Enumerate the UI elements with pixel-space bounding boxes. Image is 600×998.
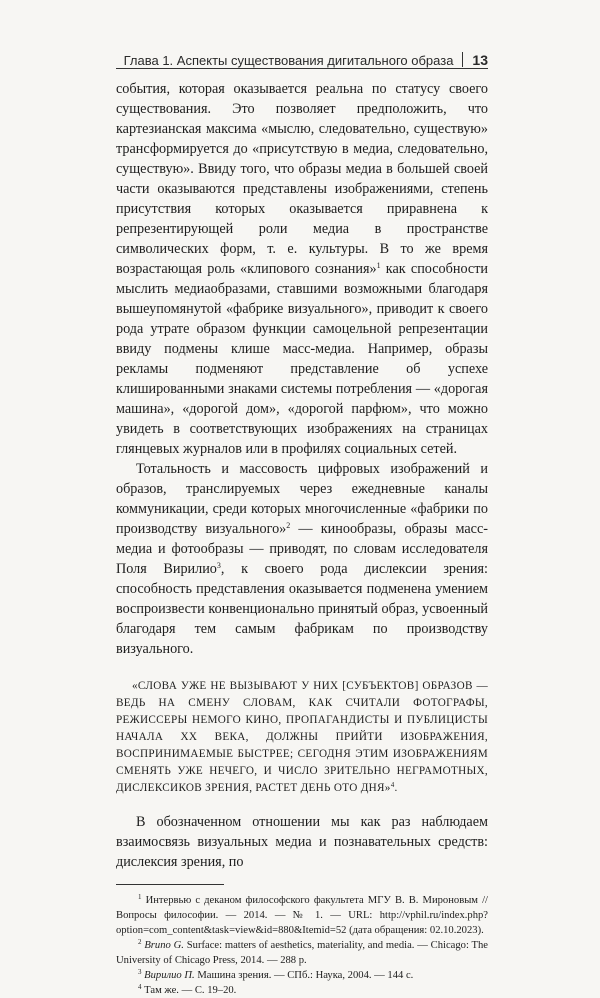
footnote-text: Там же. — С. 19–20. bbox=[144, 985, 237, 996]
footnote-number: 2 bbox=[138, 938, 142, 946]
chapter-label: Глава 1. bbox=[123, 53, 174, 68]
paragraph-2-text-c: , к своего рода дислексии зрения: способность представления оказывается подменена умением воспроизвести конвенционально принятый образ, усвоенный благодаря тем самым фабрикам по производству визуального. bbox=[116, 561, 488, 657]
footnote-rule bbox=[116, 884, 224, 885]
paragraph-2-text-a: Тотальность и массовость цифровых изображений и образов, транслируемых через ежедневные каналы коммуникации, среди которых многочисленные «фабрики по производству визуального» bbox=[116, 461, 488, 537]
footnote-4 bbox=[116, 983, 488, 998]
footnote-1 bbox=[116, 893, 488, 938]
header-rule bbox=[116, 68, 488, 69]
footnote-ref-1[interactable]: 1 bbox=[376, 261, 381, 270]
footnote-ref-3[interactable]: 3 bbox=[216, 561, 221, 570]
running-header bbox=[116, 50, 488, 68]
footnote-author: Bruno G. bbox=[144, 940, 184, 951]
footnote-text: Surface: matters of aesthetics, materiality, and media. — Chicago: The University of Chicago Press, 2014. — 288 p. bbox=[116, 940, 488, 966]
header-separator bbox=[462, 52, 463, 67]
footnote-2 bbox=[116, 938, 488, 968]
quote-text: «СЛОВА УЖЕ НЕ ВЫЗЫВАЮТ У НИХ [СУБЪЕКТОВ] ОБРАЗОВ — ВЕДЬ НА СМЕНУ СЛОВАМ, КАК СЧИТАЛИ ФОТОГРАФЫ, РЕЖИССЕРЫ НЕМОГО КИНО, ПРОПАГАНДИСТЫ И ПУБЛИЦИСТЫ НАЧАЛА XX ВЕКА, ДОЛЖНЫ ПРИЙТИ ИЗОБРАЖЕНИЯ, ВОСПРИНИМАЕМЫЕ БЫСТРЕЕ; СЕГОДНЯ ЭТИМ ИЗОБРАЖЕНИЯМ СМЕНЯТЬ УЖЕ НЕЧЕГО, И ЧИСЛО ЗРИТЕЛЬНО НЕГРАМОТНЫХ, ДИСЛЕКСИКОВ ЗРЕНИЯ, РАСТЕТ ДЕНЬ ОТО ДНЯ» bbox=[116, 680, 488, 794]
paragraph-2-text-b: — кинообразы, образы масс-медиа и фотообразы — приводят, по словам исследователя Поля Вирилио bbox=[116, 521, 488, 577]
footnotes bbox=[116, 893, 488, 998]
footnote-text: Машина зрения. — СПб.: Наука, 2004. — 144 с. bbox=[194, 970, 414, 981]
chapter-title: Аспекты существования дигитального образа bbox=[176, 53, 454, 68]
footnote-ref-2[interactable]: 2 bbox=[286, 521, 291, 530]
footnote-ref-4[interactable]: 4 bbox=[390, 781, 395, 789]
paragraph-1 bbox=[116, 79, 488, 459]
block-quote bbox=[116, 678, 488, 797]
paragraph-2 bbox=[116, 459, 488, 659]
footnote-number: 4 bbox=[138, 983, 142, 991]
footnote-author: Вирилио П. bbox=[144, 970, 195, 981]
footnote-number: 1 bbox=[138, 893, 142, 901]
footnote-3 bbox=[116, 968, 488, 983]
paragraph-1-text-a: события, которая оказывается реальна по статусу своего существования. Это позволяет предположить, что картезианская максима «мыслю, следовательно, существую» трансформируется до «присутствую в медиа, следовательно, существую». Ввиду того, что образы медиа в большей своей части оказываются представлены изображениями, степень присутствия которых оказывается приравнена к репрезентирующей роли медиа в пространстве символических форм, т. е. культуры. В то же время возрастающая роль «клипового сознания» bbox=[116, 81, 488, 277]
page-body bbox=[116, 79, 488, 998]
footnote-number: 3 bbox=[138, 968, 142, 976]
paragraph-3: В обозначенном отношении мы как раз наблюдаем взаимосвязь визуальных медиа и познавательных средств: дислексия зрения, по bbox=[116, 814, 488, 870]
quote-end: . bbox=[394, 782, 398, 794]
page-number: 13 bbox=[472, 52, 488, 68]
paragraph-1-text-b: как способности мыслить медиаобразами, ставшими возможными благодаря вышеупомянутой «фабрике визуального», приводит к своего рода утрате образом функции самоцельной репрезентации ввиду подмены клише масс-медиа. Например, образы рекламы подменяют представление об успехе клишированными знаками системы потребления — «дорогая машина», «дорогой дом», «дорогой парфюм», что можно увидеть в соответствующих изображениях на страницах глянцевых журналов или в профилях социальных сетей. bbox=[116, 261, 488, 457]
footnote-text: Интервью с деканом философского факультета МГУ В. В. Мироновым // Вопросы философии. — 2014. — № 1. — URL: http://vphil.ru/index.php?option=com_content&task=view&id=880&Itemid=52 (дата обращения: 02.10.2023). bbox=[116, 895, 488, 936]
